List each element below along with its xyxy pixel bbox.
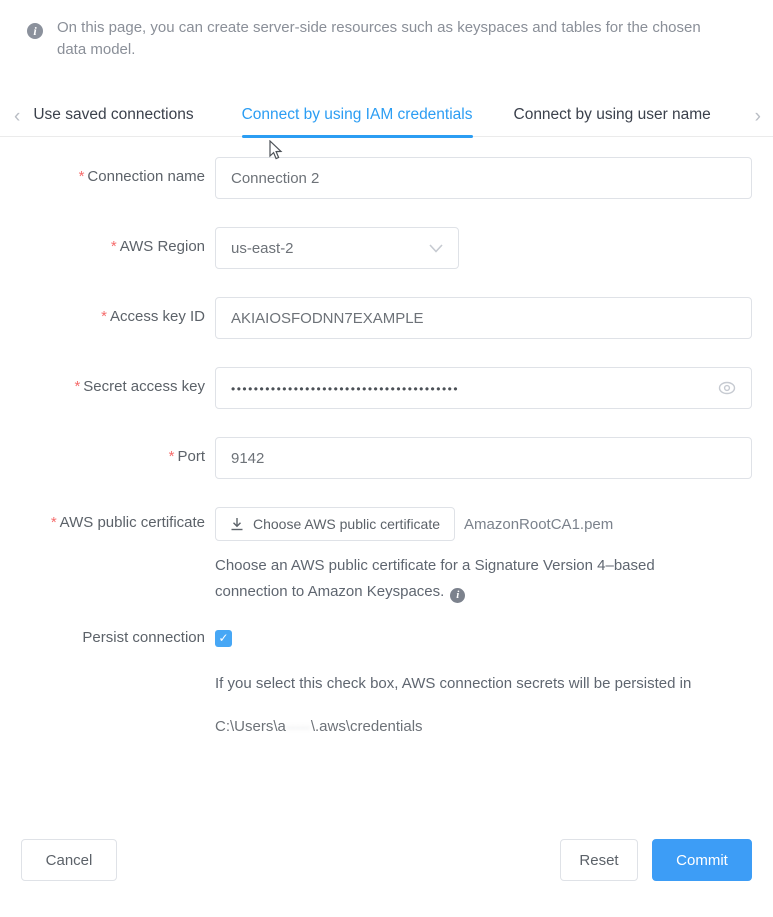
eye-icon[interactable] [718, 381, 736, 395]
aws-region-select[interactable]: us-east-2 [215, 227, 459, 269]
aws-region-row [0, 227, 773, 269]
persist-help-text: If you select this check box, AWS connection secrets will be persisted in [215, 675, 692, 692]
persist-connection-label: Persist connection [82, 629, 205, 646]
secret-key-label: * Secret access key [74, 378, 205, 395]
tab-bar [0, 97, 773, 137]
check-icon: ✓ [218, 631, 229, 645]
footer-bar [0, 839, 773, 881]
secret-key-row [0, 367, 773, 409]
port-label: * Port [168, 448, 205, 465]
required-marker: * [101, 308, 107, 325]
chevron-left-icon[interactable]: ‹ [14, 105, 21, 127]
redacted-username: ····· [285, 720, 311, 734]
port-row [0, 437, 773, 479]
masked-secret: •••••••••••••••••••••••••••••••••••••••• [231, 382, 460, 396]
choose-certificate-button[interactable]: Choose AWS public certificate [215, 507, 455, 541]
port-input[interactable]: 9142 [215, 437, 752, 479]
required-marker: * [110, 238, 117, 255]
download-icon [230, 517, 244, 531]
required-marker: * [168, 448, 175, 465]
certificate-file-name: AmazonRootCA1.pem [464, 515, 614, 533]
certificate-label: * AWS public certificate [50, 514, 205, 531]
commit-button[interactable]: Commit [652, 839, 752, 881]
access-key-label: * Access key ID [101, 308, 205, 325]
tab-use-saved-connections[interactable]: Use saved connections [33, 105, 194, 123]
cancel-button[interactable]: Cancel [21, 839, 117, 881]
required-marker: * [50, 514, 57, 531]
info-banner-text: On this page, you can create server-side resources such as keyspaces and tables for the chosen data model. [57, 19, 701, 58]
access-key-input[interactable]: AKIAIOSFODNN7EXAMPLE [215, 297, 752, 339]
connection-name-row [0, 157, 773, 199]
required-marker: * [78, 168, 85, 185]
chevron-down-icon [429, 244, 443, 253]
certificate-row [0, 507, 773, 605]
certificate-help-text: Choose an AWS public certificate for a Signature Version 4–based connection to Amazon Keyspaces. i [215, 557, 655, 601]
persist-connection-row [0, 629, 773, 735]
tab-connect-iam-credentials[interactable]: Connect by using IAM credentials [242, 97, 473, 137]
required-marker: * [74, 378, 81, 395]
tab-connect-user-name[interactable]: Connect by using user name [513, 105, 711, 123]
info-icon[interactable]: i [450, 588, 465, 603]
access-key-row [0, 297, 773, 339]
info-banner [0, 0, 773, 61]
chevron-right-icon[interactable]: › [754, 105, 761, 127]
secret-key-input[interactable] [215, 367, 752, 409]
connection-name-input[interactable]: Connection 2 [215, 157, 752, 199]
connection-name-label: * Connection name [78, 168, 205, 185]
credentials-path: C:\Users\a·····\.aws\credentials [215, 718, 423, 735]
aws-region-label: * AWS Region [110, 238, 205, 255]
connection-form [0, 157, 773, 735]
persist-connection-checkbox[interactable] [215, 630, 232, 647]
reset-button[interactable]: Reset [560, 839, 638, 881]
info-icon: i [27, 23, 43, 39]
